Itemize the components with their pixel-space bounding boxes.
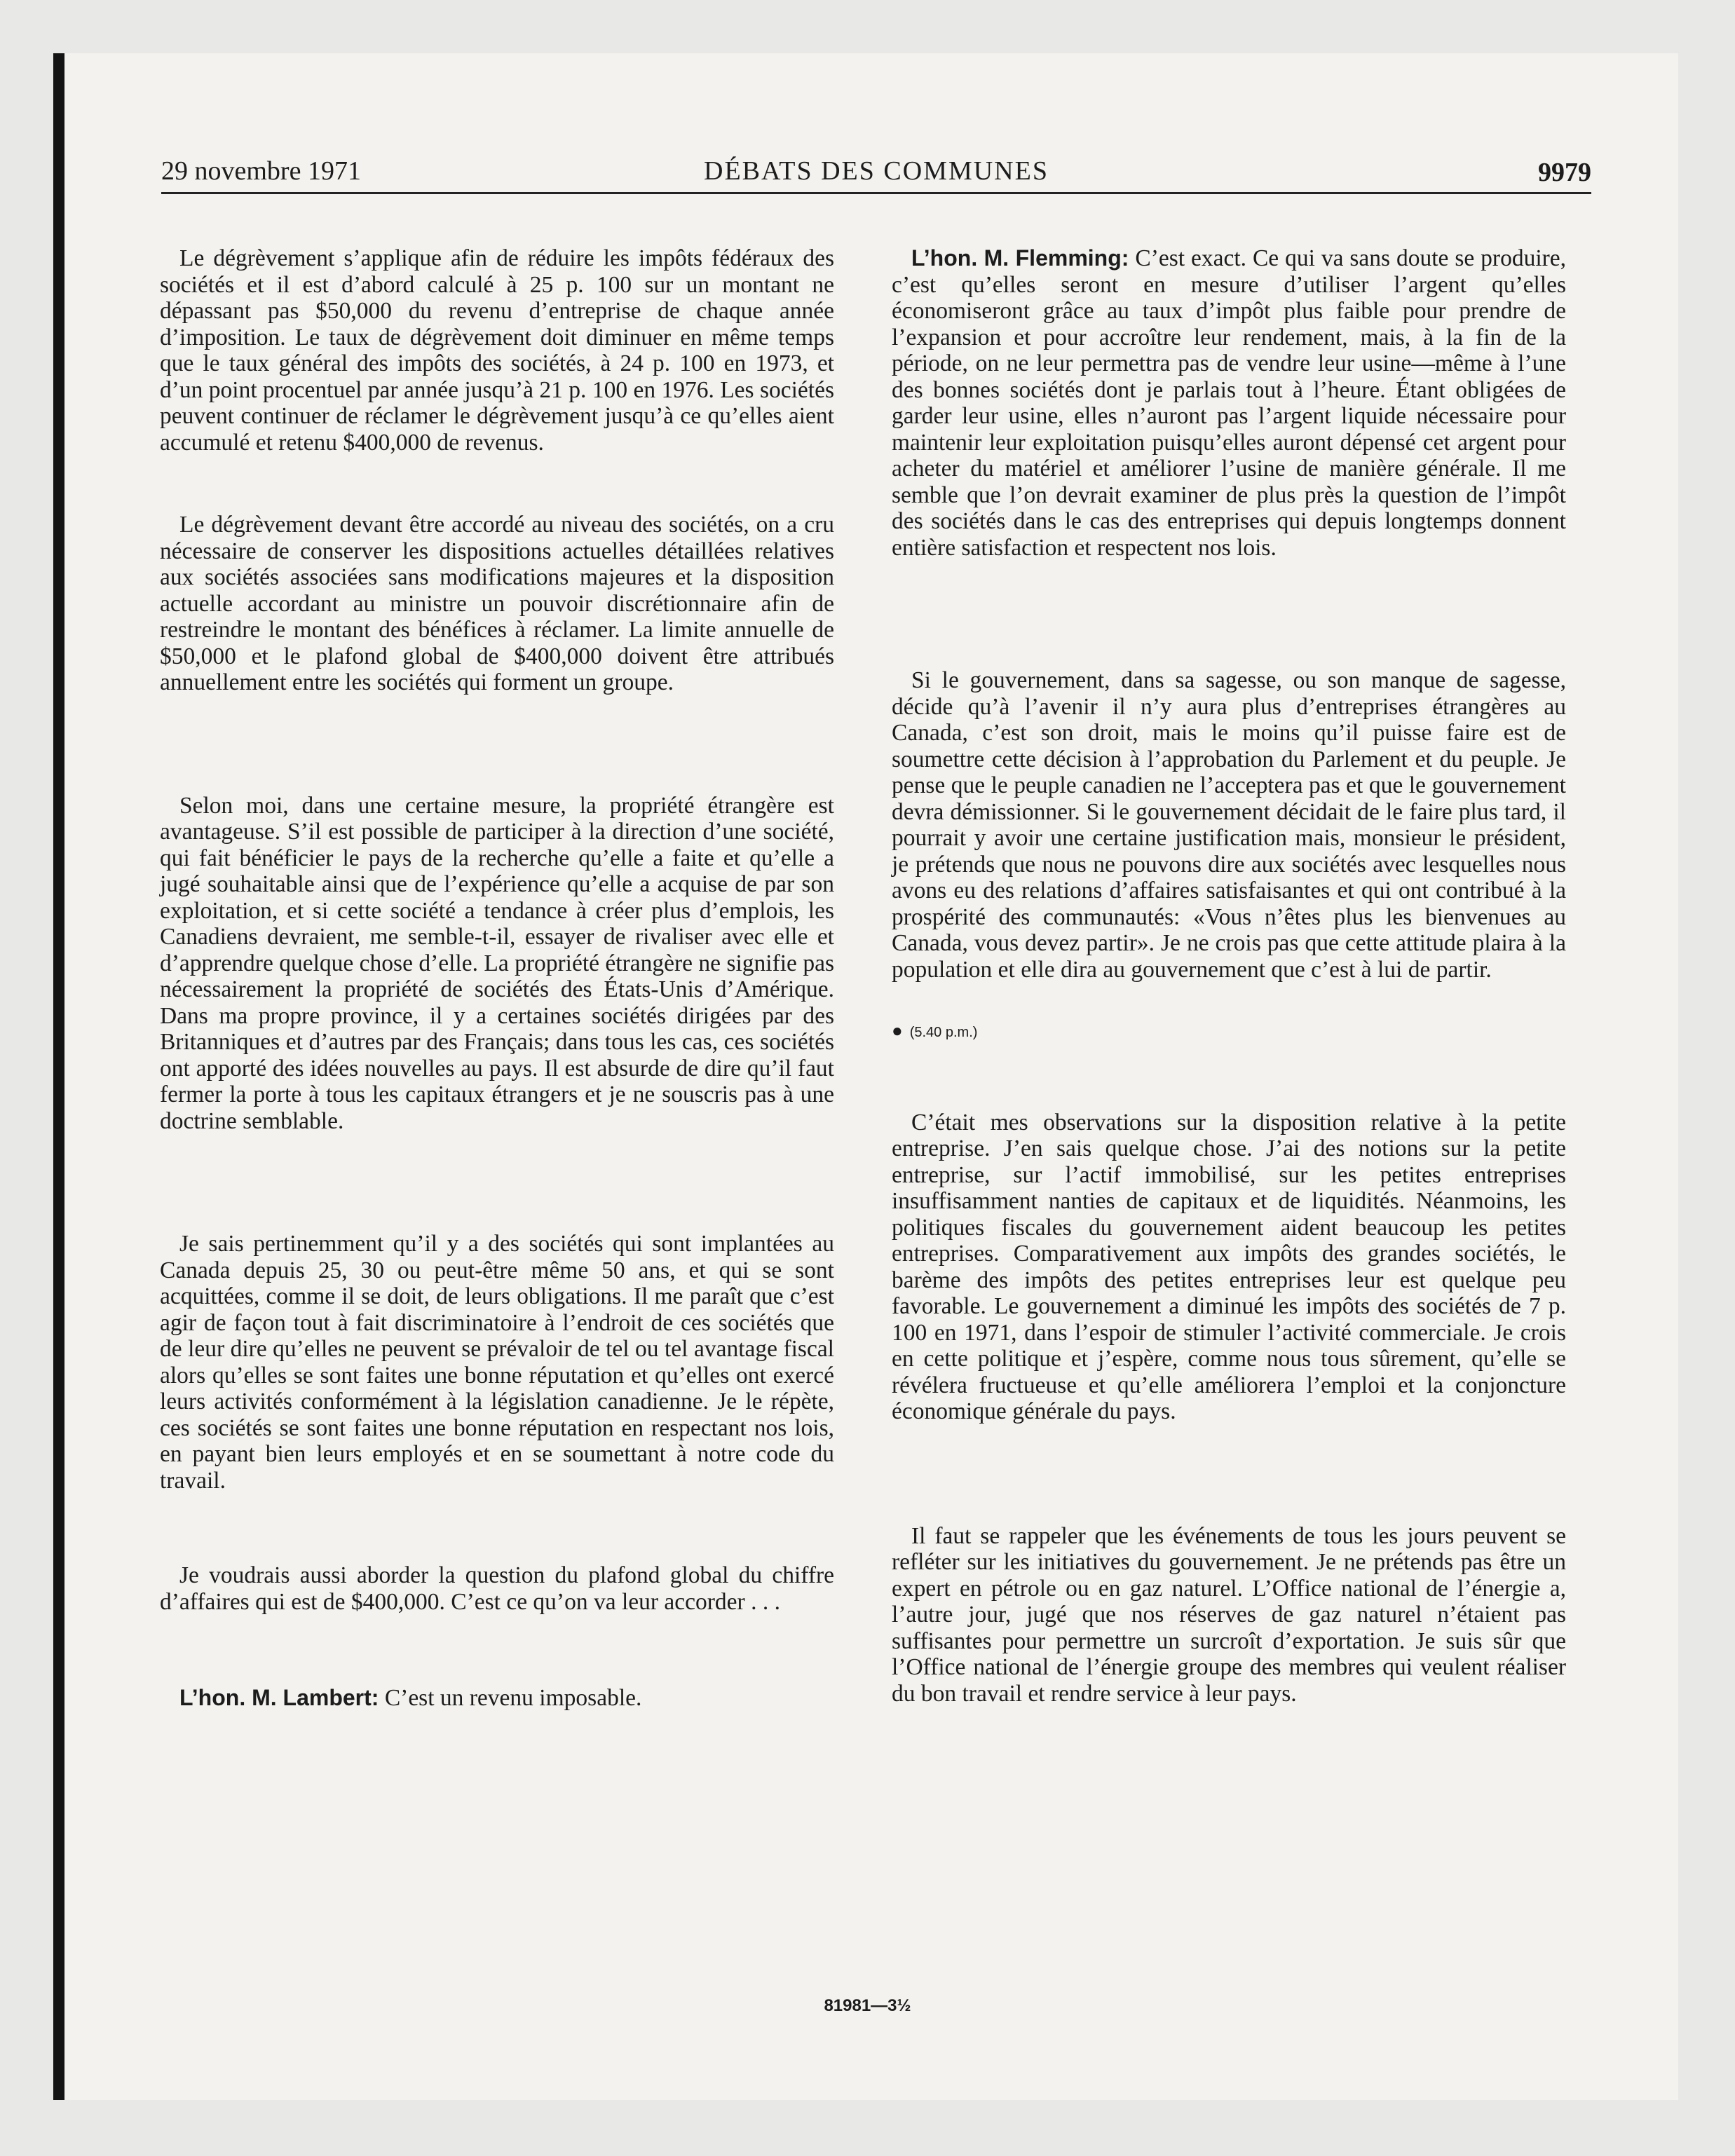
paragraph: Il faut se rappeler que les événements de tous les jours peuvent se refléter sur les initiatives du gouvernement. Je ne prétends pas être un expert en pétrole ou en gaz naturel. L’Office national de l’énergie a, l’autre jour, jugé que nos réserves de gaz naturel n’étaient pas suffisantes pour permettre un surcroît d’exportation. Je suis sûr que l’Office national de l’énergie groupe des membres qui veulent réaliser du bon travail et rendre service à leur pays.	[892, 1522, 1566, 1707]
time-marker-text: (5.40 p.m.)	[909, 1025, 978, 1040]
left-column	[160, 245, 834, 1768]
header-title: DÉBATS DES COMMUNES	[704, 156, 1049, 186]
paragraph: Je sais pertinemment qu’il y a des sociétés qui sont implantées au Canada depuis 25, 30 ou peut-être même 50 ans, et qui se sont acquittées, comme il se doit, de leurs obligations. Il me paraît que c’est agir de façon tout à fait discriminatoire à l’endroit de ces sociétés que de leur dire qu’elles ne peuvent se prévaloir de tel ou tel avantage fiscal alors qu’elles se sont faites une bonne réputation et qu’elles ont exercé leurs activités conformément à la législation canadienne. Je le répète, ces sociétés se sont faites une bonne réputation en respectant nos lois, en payant bien leurs employés et en se soumettant à notre code du travail.	[160, 1231, 834, 1494]
paragraph: Le dégrèvement devant être accordé au niveau des sociétés, on a cru nécessaire de conserver les dispositions actuelles détaillées relatives aux sociétés associées sans modifications majeures et la disposition actuelle accordant au ministre un pouvoir discrétionnaire afin de restreindre le montant des bénéfices à réclamer. La limite annuelle de $50,000 et le plafond global de $400,000 doivent être attribués annuellement entre les sociétés qui forment un groupe.	[160, 512, 834, 695]
time-marker	[892, 1018, 1566, 1046]
header-date: 29 novembre 1971	[161, 156, 361, 186]
right-column	[892, 245, 1566, 1763]
paragraph: C’était mes observations sur la disposition relative à la petite entreprise. J’en sais quelque chose. J’ai des notions sur la petite entreprise, sur l’actif immobilisé, sur les petites entreprises insuffisamment nanties de capitaux et de liquidités. Néanmoins, les politiques fiscales du gouvernement aident beaucoup les petites entreprises. Comparativement aux impôts des grandes sociétés, le barème des impôts des petites entreprises leur est quelque peu favorable. Le gouvernement a diminué les impôts des sociétés de 7 p. 100 en 1971, dans l’espoir de stimuler l’activité commerciale. Je crois en cette politique et j’espère, comme nous tous sûrement, qu’elle se révélera fructueuse et qu’elle améliorera l’emploi et la conjoncture économique générale du pays.	[892, 1109, 1566, 1424]
speaker-name: L’hon. M. Lambert:	[179, 1685, 379, 1710]
speaker-text: C’est un revenu imposable.	[384, 1685, 642, 1711]
page-header	[161, 156, 1591, 194]
page-number: 9979	[1538, 158, 1591, 187]
paragraph: Si le gouvernement, dans sa sagesse, ou son manque de sagesse, décide qu’à l’avenir il n’y aura plus d’entreprises étrangères au Canada, c’est son droit, mais le moins qu’il puisse faire est de soumettre cette décision à l’approbation du Parlement et du peuple. Je pense que le peuple canadien ne l’acceptera pas et que le gouvernement devra démissionner. Si le gouvernement décidait de le faire plus tard, il pourrait y avoir une certaine justification mais, monsieur le président, je prétends que nous ne pouvons dire aux sociétés avec lesquelles nous avons eu des relations d’affaires satisfaisantes et qui ont contribué à la prospérité des communautés: «Vous n’êtes plus les bienvenues au Canada, vous devez partir». Je ne crois pas que cette attitude plaira à la population et elle dira au gouvernement que c’est à lui de partir.	[892, 667, 1566, 983]
speaker-intervention	[892, 245, 1566, 561]
speaker-text: C’est exact. Ce qui va sans doute se produire, c’est qu’elles seront en mesure d’utiliser l’argent qu’elles économiseront grâce au taux d’impôt plus faible pour prendre de l’expansion et pour accroître leur rendement, mais, à la fin de la période, on ne leur permettra pas de vendre leur usine—même à l’une des bonnes sociétés dont je parlais tout à l’heure. Étant obligées de garder leur usine, elles n’auront pas l’argent liquide nécessaire pour maintenir leur exploitation puisqu’elles auront dépensé cet argent pour acheter du matériel et améliorer l’usine de manière générale. Il me semble que l’on devrait examiner de plus près la question de l’impôt des sociétés dans le cas des entreprises qui depuis longtemps donnent entière satisfaction et respectent nos lois.	[892, 245, 1567, 561]
speaker-intervention	[160, 1685, 834, 1712]
paragraph: Selon moi, dans une certaine mesure, la propriété étrangère est avantageuse. S’il est possible de participer à la direction d’une société, qui fait bénéficier le pays de la recherche qu’elle a faite et qu’elle a jugé souhaitable ainsi que de l’expérience qu’elle a acquise de par son exploitation, et si cette société a tendance à créer plus d’emplois, les Canadiens devraient, me semble-t-il, essayer de rivaliser avec elle et d’apprendre quelque chose d’elle. La propriété étrangère ne signifie pas nécessairement la propriété de sociétés des États-Unis d’Amérique. Dans ma propre province, il y a certaines sociétés dirigées par des Britanniques et d’autres par des Français; dans tous les cas, ces sociétés ont apporté des idées nouvelles au pays. Il est absurde de dire qu’il faut fermer la porte à tous les capitaux étrangers et je ne souscris pas à une doctrine semblable.	[160, 792, 834, 1134]
print-code: 81981—3½	[824, 1996, 911, 2015]
paragraph: Le dégrèvement s’applique afin de réduire les impôts fédéraux des sociétés et il est d’abord calculé à 25 p. 100 sur un montant ne dépassant pas $50,000 du revenu d’entreprise de chaque année d’imposition. Le taux de dégrèvement doit diminuer en même temps que le taux général des impôts des sociétés, à 24 p. 100 en 1973, et d’un point procentuel par année jusqu’à 21 p. 100 en 1976. Les sociétés peuvent continuer de réclamer le dégrèvement jusqu’à ce qu’elles aient accumulé et retenu $400,000 de revenus.	[160, 245, 834, 456]
speaker-name: L’hon. M. Flemming:	[911, 245, 1129, 271]
bullet-icon: ●	[892, 1020, 903, 1041]
paragraph: Je voudrais aussi aborder la question du plafond global du chiffre d’affaires qui est de $400,000. C’est ce qu’on va leur accorder . . .	[160, 1562, 834, 1615]
